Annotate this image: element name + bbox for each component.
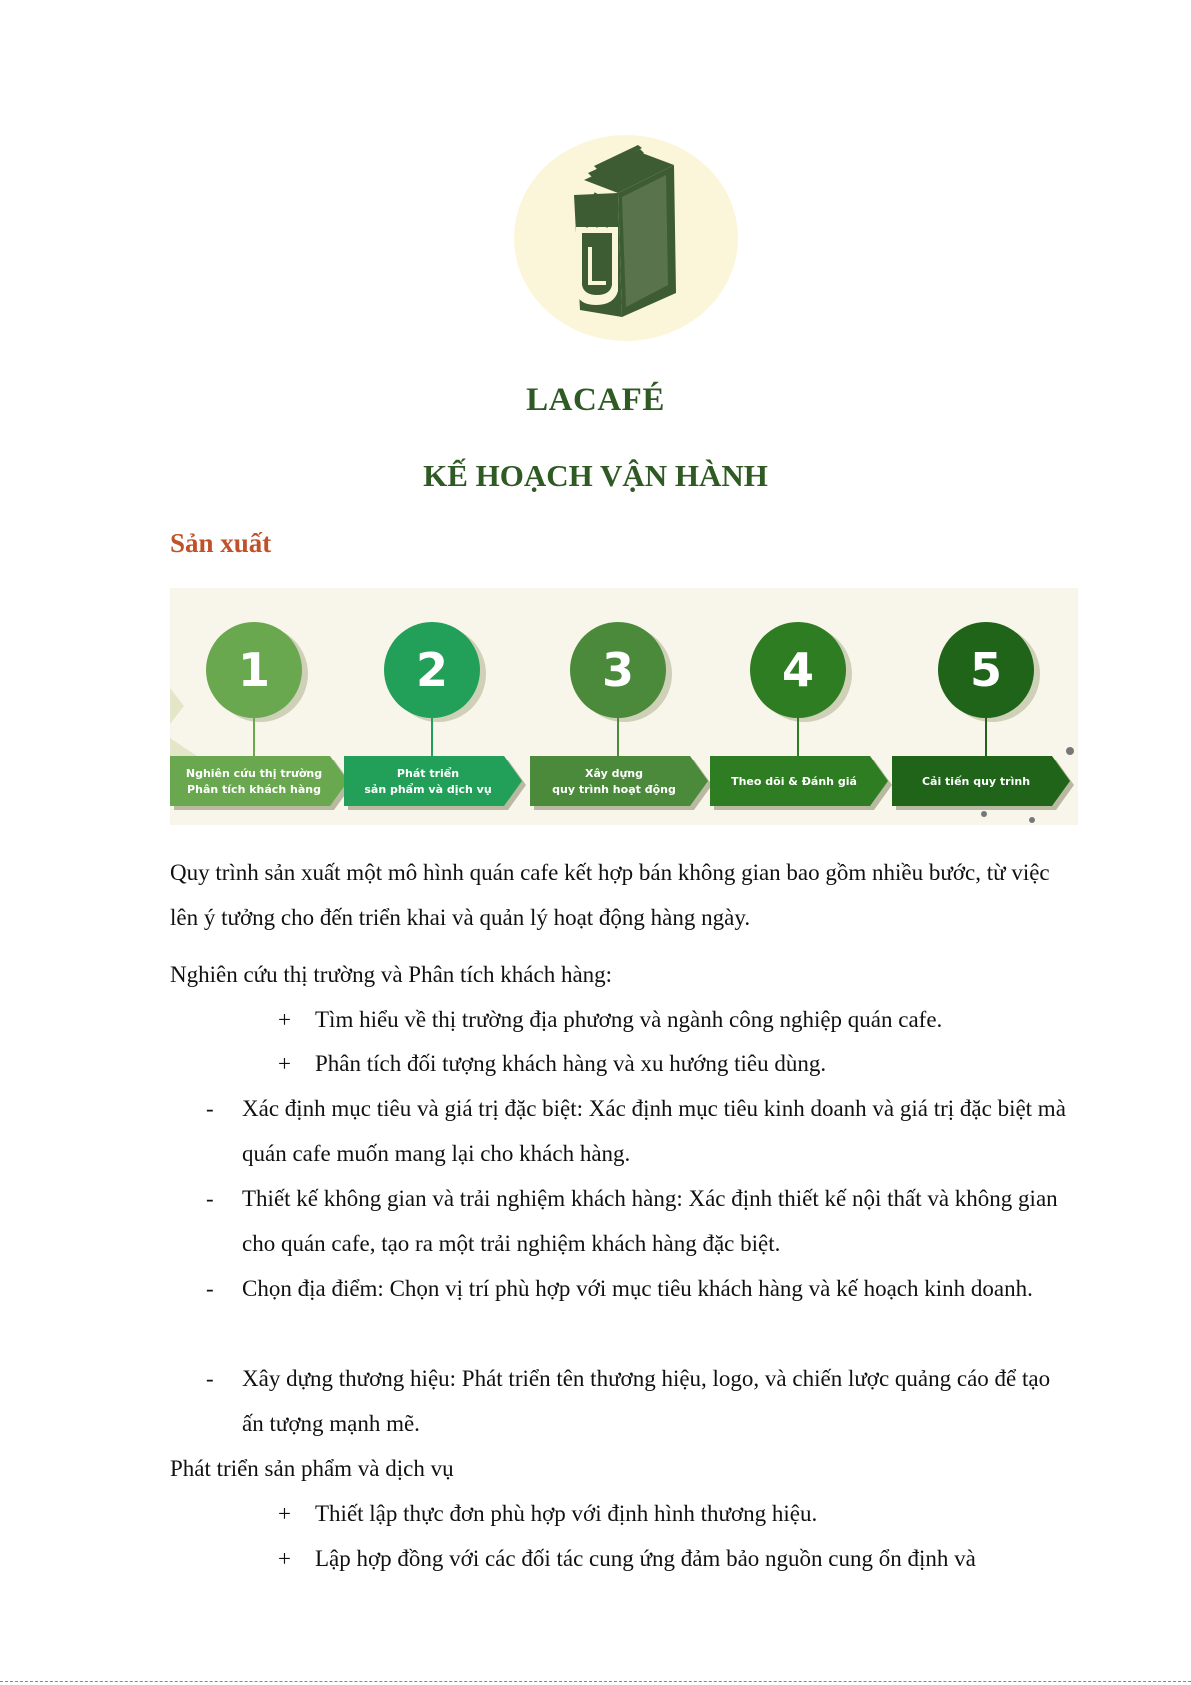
section-heading: Sản xuất [170, 528, 272, 558]
dash-bullet: - [206, 1096, 214, 1121]
step-number: 4 [781, 643, 815, 697]
list-item [206, 1266, 1066, 1311]
step-number: 3 [601, 643, 635, 697]
list-item-text: Xác định mục tiêu và giá trị đặc biệt: Xác định mục tiêu kinh doanh và giá trị đặc biệt mà quán cafe muốn mang lại cho khách hàng. [242, 1096, 1066, 1166]
step-label-line1: Cải tiến quy trình [921, 775, 1031, 788]
step-label-line1: Nghiên cứu thị trường [185, 767, 323, 780]
process-step-5 [892, 622, 1074, 810]
process-step-2 [344, 622, 526, 810]
step-label-line1: Phát triển [396, 767, 460, 780]
step-label-line1: Xây dựng [585, 767, 643, 780]
research-heading: Nghiên cứu thị trường và Phân tích khách hàng: [170, 962, 613, 987]
intro-paragraph: Quy trình sản xuất một mô hình quán cafe kết hợp bán không gian bao gồm nhiều bước, từ việc lên ý tưởng cho đến triển khai và quản lý hoạt động hàng ngày. [170, 860, 1050, 930]
step-number: 1 [237, 643, 271, 697]
process-step-4 [710, 622, 892, 810]
logo [514, 135, 738, 341]
list-item-text: Thiết kế không gian và trải nghiệm khách hàng: Xác định thiết kế nội thất và không gian cho quán cafe, tạo ra một trải nghiệm khách hàng đặc biệt. [242, 1186, 1058, 1256]
list-item-text: Xây dựng thương hiệu: Phát triển tên thương hiệu, logo, và chiến lược quảng cáo để tạo ấn tượng mạnh mẽ. [242, 1366, 1051, 1436]
process-steps-svg [170, 588, 1078, 825]
process-step-3 [530, 622, 712, 810]
process-step-1 [170, 622, 352, 810]
dash-bullet: - [206, 1366, 214, 1391]
list-item-text: Tìm hiểu về thị trường địa phương và ngành công nghiệp quán cafe. [315, 1007, 943, 1032]
dash-bullet: - [206, 1276, 214, 1301]
step-label-line2: quy trình hoạt động [552, 783, 676, 796]
step-label-line1: Theo dõi & Đánh giá [731, 775, 857, 788]
list-item-text: Chọn địa điểm: Chọn vị trí phù hợp với mục tiêu khách hàng và kế hoạch kinh doanh. [242, 1276, 1033, 1301]
plus-bullet: + [278, 1051, 291, 1076]
plan-title: KẾ HOẠCH VẬN HÀNH [423, 458, 768, 493]
plus-bullet: + [278, 1501, 291, 1526]
plus-bullet: + [278, 1007, 291, 1032]
list-item [206, 1086, 1066, 1176]
dash-bullet: - [206, 1186, 214, 1211]
step-number: 2 [415, 643, 449, 697]
step-label-line2: Phân tích khách hàng [187, 783, 321, 796]
coffee-book-icon [514, 135, 738, 341]
process-diagram [170, 588, 1078, 825]
list-item-text: Lập hợp đồng với các đối tác cung ứng đảm bảo nguồn cung ổn định và [315, 1546, 976, 1571]
list-item-text: Thiết lập thực đơn phù hợp với định hình thương hiệu. [315, 1501, 818, 1526]
page-footer-divider [0, 1681, 1191, 1682]
step-banner [170, 756, 348, 806]
product-heading: Phát triển sản phẩm và dịch vụ [170, 1456, 454, 1481]
list-item-text: Phân tích đối tượng khách hàng và xu hướng tiêu dùng. [315, 1051, 827, 1076]
step-banner [344, 756, 522, 806]
step-banner [530, 756, 708, 806]
list-item [206, 1176, 1066, 1266]
step-number: 5 [969, 643, 1003, 697]
plus-bullet: + [278, 1546, 291, 1571]
list-item [206, 1356, 1066, 1446]
brand-title: LACAFÉ [526, 382, 665, 418]
step-label-line2: sản phẩm và dịch vụ [364, 783, 492, 796]
